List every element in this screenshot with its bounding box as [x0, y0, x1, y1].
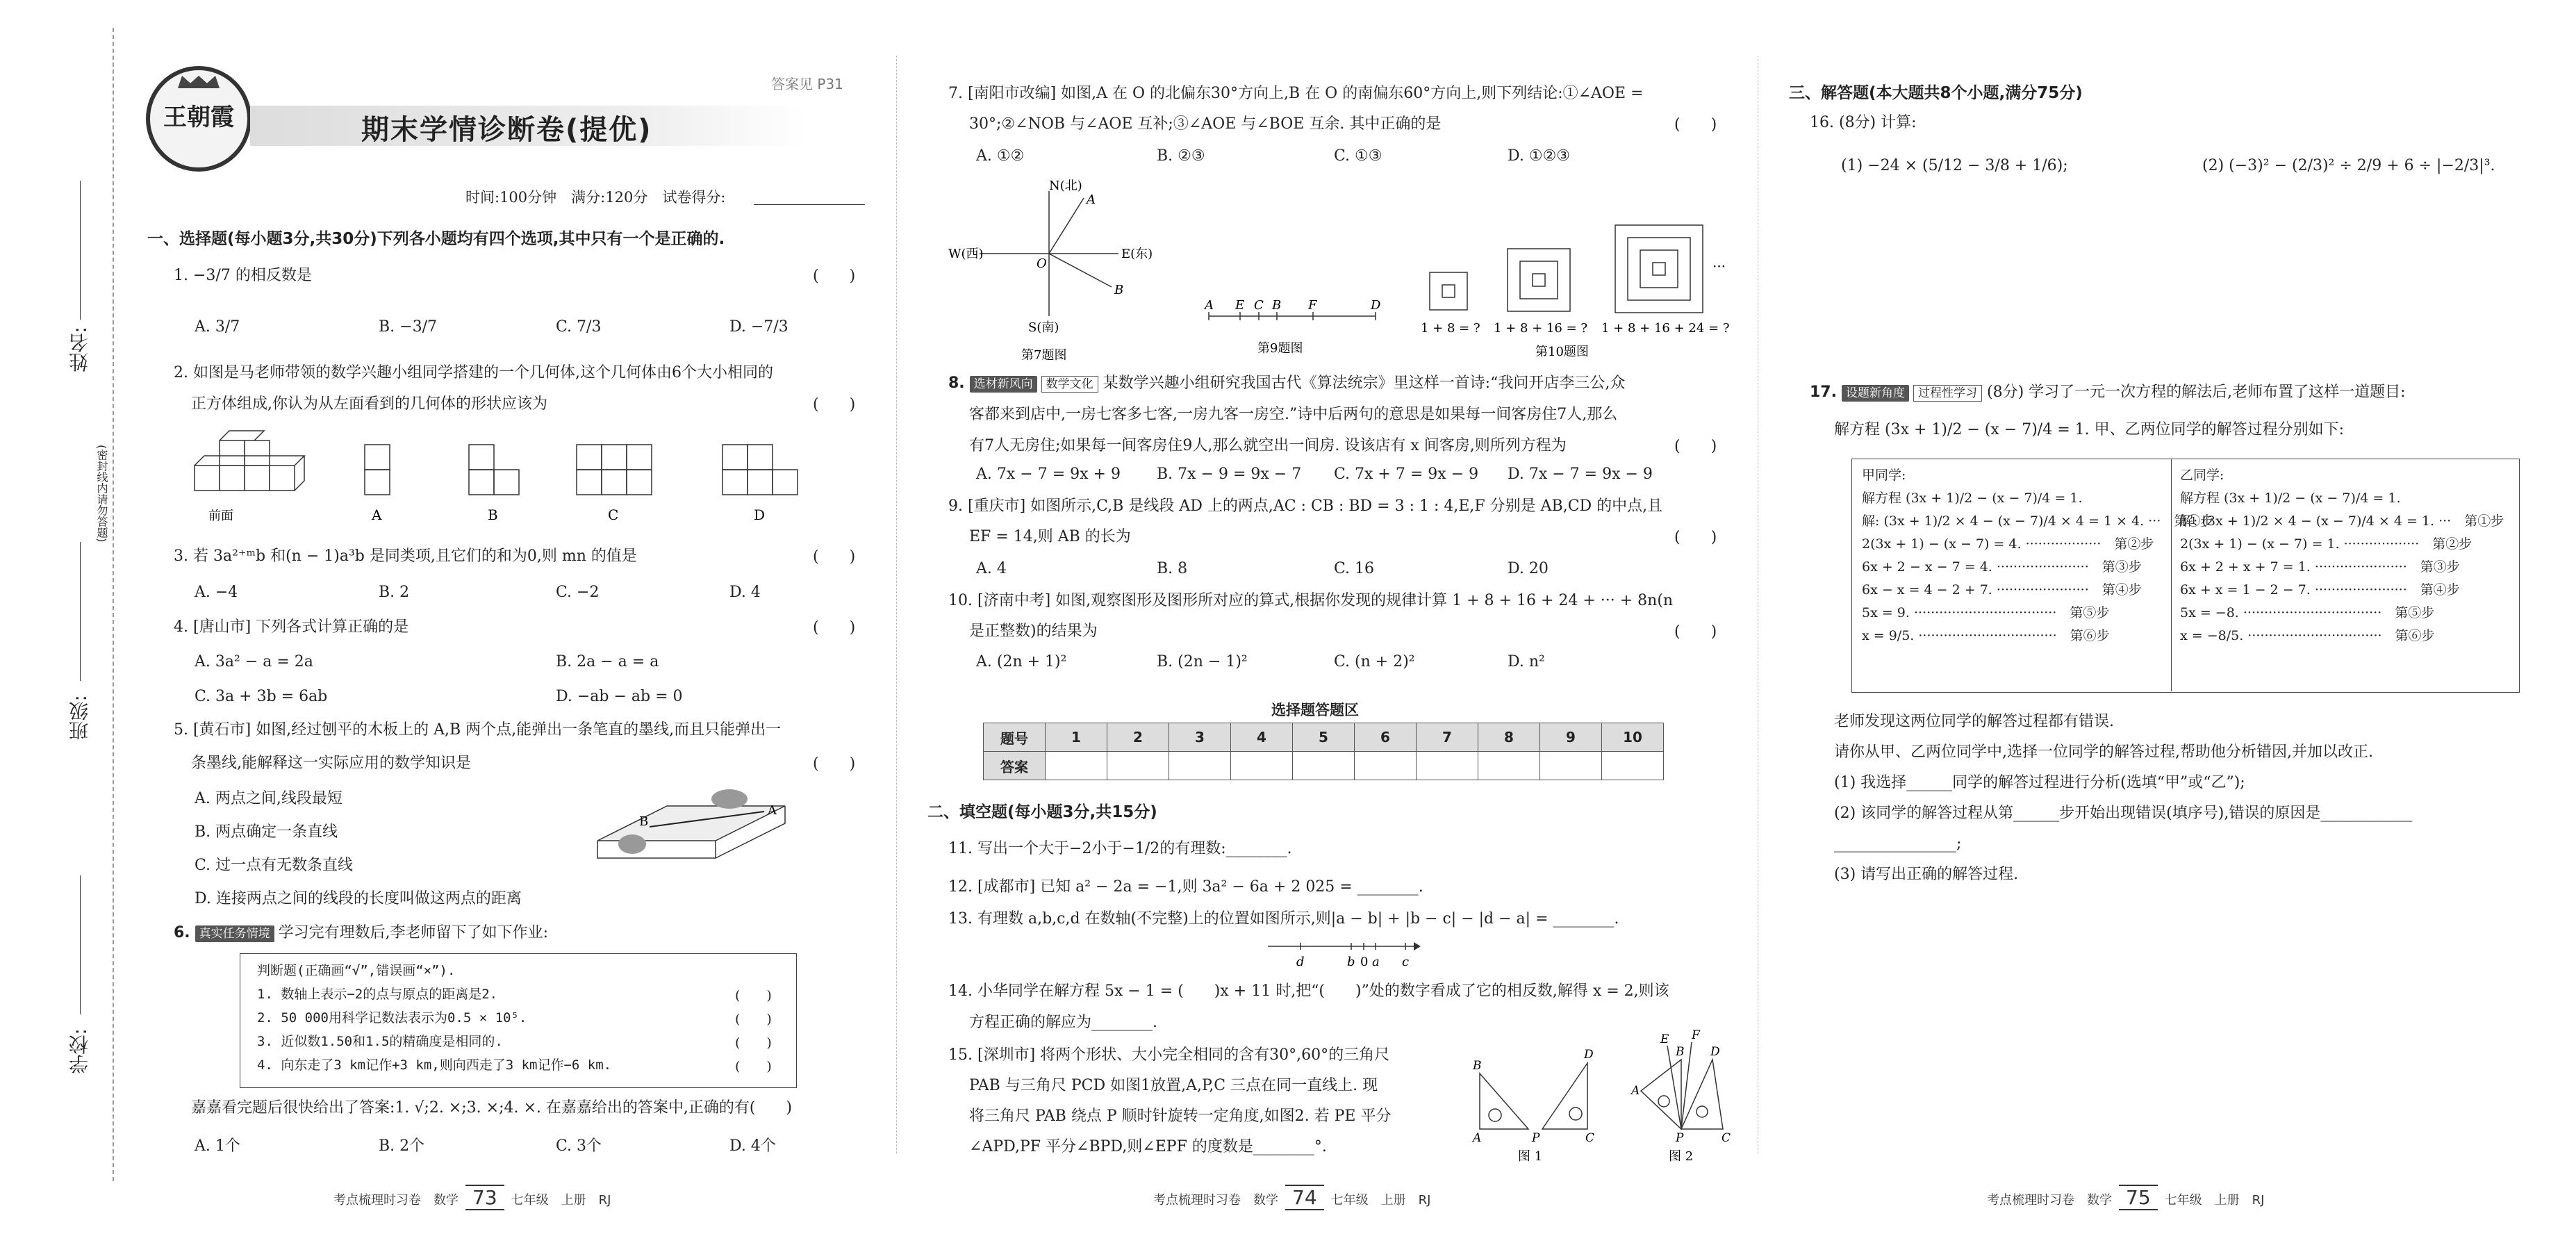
section-3-heading: 三、解答题(本大题共8个小题,满分75分)	[1789, 84, 2083, 102]
solutions-divider	[2171, 459, 2172, 691]
fig9-label: F	[1308, 298, 1317, 313]
fig10-caption: 第10题图	[1535, 345, 1589, 359]
footer-right: 七年级 上册 RJ	[1330, 1193, 1431, 1208]
q8-option-d: D. 7x − 7 = 9x − 9	[1508, 466, 1653, 483]
option-a-figure	[365, 445, 390, 495]
answer-grid-question-number: 1	[1046, 723, 1107, 752]
svg-text:A: A	[768, 803, 777, 818]
q6-box-line-1: 1. 数轴上表示−2的点与原点的距离是2.	[257, 987, 498, 1002]
page-1-footer	[333, 1185, 611, 1210]
yi-step-line: 解方程 (3x + 1)/2 − (x − 7)/4 = 1.	[2180, 491, 2401, 506]
fig7-west: W(西)	[948, 247, 984, 261]
jia-step-line: 解方程 (3x + 1)/2 − (x − 7)/4 = 1.	[1862, 491, 2083, 506]
fig15-label: A	[1631, 1084, 1640, 1098]
question-1: 1. −3/7 的相反数是	[174, 267, 312, 284]
answer-grid-answer-cell[interactable]	[1355, 752, 1417, 780]
q6-option-a: A. 1个	[195, 1137, 240, 1155]
fig7-b: B	[1114, 283, 1124, 297]
answer-grid-answer-cell[interactable]	[1478, 752, 1540, 780]
fig10-eq-1: 1 + 8 = ?	[1421, 321, 1480, 336]
q17-tag-2: 过程性学习	[1913, 385, 1982, 402]
answer-paren: ( )	[813, 619, 856, 636]
fig15-label: A	[1473, 1131, 1482, 1145]
q6-option-d: D. 4个	[729, 1137, 776, 1155]
q2-label-d: D	[754, 507, 766, 523]
question-15-cont2: 将三角尺 PAB 绕点 P 顺时针旋转一定角度,如图2. 若 PE 平分	[969, 1108, 1392, 1125]
figure-7-compass	[945, 177, 1174, 365]
q10-option-d: D. n²	[1508, 653, 1545, 670]
q5-option-c: C. 过一点有无数条直线	[195, 857, 354, 874]
fig9-label: C	[1254, 298, 1264, 313]
question-17-part-3: (3) 请写出正确的解答过程.	[1834, 866, 2019, 883]
fig15-label: D	[1710, 1045, 1720, 1059]
question-6: 6. 真实任务情境 学习完有理数后,李老师留下了如下作业:	[174, 924, 549, 941]
answer-grid-question-number: 3	[1169, 723, 1231, 752]
question-6-cont: 嘉嘉看完题后很快给出了答案:1. √;2. ×;3. ×;4. ×. 在嘉嘉给出的答案中,正确的有( )	[191, 1099, 793, 1117]
q1-option-b: B. −3/7	[379, 318, 437, 336]
jia-step-line: 5x = 9. ·································· 第⑤步	[1862, 605, 2110, 620]
answer-grid-question-number: 8	[1478, 723, 1540, 752]
question-9: 9. [重庆市] 如图所示,C,B 是线段 AD 上的两点,AC : CB : BD = 3 : 1 : 4,E,F 分别是 AB,CD 的中点,且	[948, 497, 1663, 515]
q6-option-b: B. 2个	[379, 1137, 425, 1155]
page-number: 75	[2119, 1185, 2158, 1210]
jia-steps	[1862, 487, 2214, 648]
answer-grid-answer-cell[interactable]	[1417, 752, 1478, 780]
axis-label-c: c	[1402, 955, 1410, 969]
jia-step-line: 6x + 2 − x − 7 = 4. ······················ 第③步	[1862, 559, 2142, 575]
q1-option-c: C. 7/3	[556, 318, 602, 336]
time-info: 时间:100分钟 满分:120分 试卷得分:	[465, 189, 726, 206]
yi-step-line: 5x = −8. ································· 第⑤步	[2180, 605, 2435, 620]
page-2-footer	[1153, 1185, 1430, 1210]
axis-label-b: b	[1347, 955, 1355, 969]
fig15-label: P	[1676, 1131, 1684, 1145]
question-12: 12. [成都市] 已知 a² − 2a = −1,则 3a² − 6a + 2 025 = ________.	[948, 878, 1423, 896]
q2-label-b: B	[488, 507, 498, 523]
question-5: 5. [黄石市] 如图,经过刨平的木板上的 A,B 两个点,能弹出一条笔直的墨线,而且只能弹出一	[174, 721, 782, 739]
fig15-label: B	[1676, 1045, 1685, 1059]
answer-grid-question-number: 6	[1355, 723, 1417, 752]
q8-option-c: C. 7x + 7 = 9x − 9	[1334, 466, 1479, 483]
question-17-part-2: (2) 该同学的解答过程从第______步开始出现错误(填序号),错误的原因是____________	[1834, 805, 2413, 822]
answer-grid-question-number: 5	[1293, 723, 1355, 752]
jia-step-line: 解: (3x + 1)/2 × 4 − (x − 7)/4 × 4 = 1 × 4. ··· 第①步	[1862, 513, 2214, 529]
fig15-label: C	[1722, 1131, 1731, 1145]
answer-paren: ( )	[1674, 116, 1717, 133]
question-7: 7. [南阳市改编] 如图,A 在 O 的北偏东30°方向上,B 在 O 的南偏东60°方向上,则下列结论:①∠AOE =	[948, 85, 1644, 102]
q6-box-line-0: 判断题(正确画“√”,错误画“×”).	[257, 963, 456, 978]
page-number: 73	[465, 1185, 504, 1210]
q17-number: 17.	[1810, 384, 1837, 401]
fig7-south: S(南)	[1028, 320, 1059, 335]
fig9-label: D	[1371, 298, 1381, 313]
question-16-part-1: (1) −24 × (5/12 − 3/8 + 1/6);	[1841, 157, 2068, 174]
q4-option-d: D. −ab − ab = 0	[556, 688, 683, 705]
yi-steps	[2180, 487, 2513, 648]
page-title: 期末学情诊断卷(提优)	[361, 114, 652, 146]
fig10-ellipsis: ···	[1712, 258, 1726, 274]
q5-option-d: D. 连接两点之间的线段的长度叫做这两点的距离	[195, 890, 522, 907]
question-5-cont: 条墨线,能解释这一实际应用的数学知识是	[191, 755, 471, 772]
yi-step-line: 6x + 2 + x + 7 = 1. ······················ 第③步	[2180, 559, 2460, 575]
q6-box-line-3: 3. 近似数1.50和1.5的精确度是相同的.	[257, 1034, 503, 1049]
cube-solid-figure	[195, 431, 304, 491]
yi-step-line: 6x + x = 1 − 2 − 7. ······················ 第④步	[2180, 582, 2460, 598]
fig7-east: E(东)	[1121, 247, 1153, 261]
section-2-heading: 二、填空题(每小题3分,共15分)	[927, 803, 1157, 821]
q1-option-d: D. −7/3	[729, 318, 789, 336]
question-16-part-2: (2) (−3)² − (2/3)² ÷ 2/9 + 6 ÷ |−2/3|³.	[2202, 157, 2495, 174]
answer-paren: ( )	[1674, 438, 1717, 455]
jia-heading: 甲同学:	[1862, 468, 1906, 483]
answer-grid-question-number: 7	[1417, 723, 1478, 752]
q4-option-a: A. 3a² − a = 2a	[195, 653, 313, 670]
answer-grid-question-number: 4	[1231, 723, 1293, 752]
answer-grid-header-row	[984, 723, 1664, 752]
fig7-north: N(北)	[1049, 179, 1082, 193]
svg-text:B: B	[639, 814, 649, 829]
question-17	[1810, 381, 2406, 404]
answer-grid-answer-cell[interactable]	[1540, 752, 1602, 780]
q3-option-b: B. 2	[379, 584, 410, 601]
page-3-footer	[1987, 1185, 2264, 1210]
question-14: 14. 小华同学在解方程 5x − 1 = ( )x + 11 时,把“( )”处的数字看成了它的相反数,解得 x = 2,则该	[948, 982, 1669, 1000]
answer-area-title: 选择题答题区	[1271, 702, 1359, 718]
q5-board-figure	[584, 778, 792, 875]
answer-paren: ( )	[1674, 529, 1717, 546]
q9-option-b: B. 8	[1157, 560, 1188, 577]
q9-option-a: A. 4	[976, 560, 1007, 577]
q5-option-a: A. 两点之间,线段最短	[195, 790, 342, 807]
question-14-cont: 方程正确的解应为________.	[969, 1014, 1157, 1031]
question-17-part-1: (1) 我选择______同学的解答过程进行分析(选填“甲”或“乙”);	[1834, 774, 2245, 791]
score-line	[754, 204, 865, 205]
q6-text: 学习完有理数后,李老师留下了如下作业:	[278, 924, 549, 941]
name-line	[80, 181, 81, 320]
fig15-label: B	[1473, 1059, 1482, 1073]
question-17-part-2-cont: ________________;	[1834, 835, 1962, 853]
fig15-caption-2: 图 2	[1669, 1149, 1694, 1164]
logo-crown-icon	[178, 76, 220, 88]
q5-option-b: B. 两点确定一条直线	[195, 823, 338, 841]
answer-paren: ( )	[813, 267, 856, 285]
q3-option-c: C. −2	[556, 584, 600, 601]
q9-option-c: C. 16	[1334, 560, 1375, 577]
axis-label-d: d	[1296, 955, 1305, 969]
answer-grid-answer-cell[interactable]	[1169, 752, 1231, 780]
q7-option-b: B. ②③	[1157, 147, 1205, 165]
footer-right: 七年级 上册 RJ	[2164, 1193, 2265, 1208]
question-3: 3. 若 3a²⁺ᵐb 和(n − 1)a³b 是同类项,且它们的和为0,则 mn 的值是	[174, 548, 637, 565]
fig9-caption: 第9题图	[1257, 341, 1303, 356]
answer-grid-question-number: 9	[1540, 723, 1602, 752]
answer-paren: ( )	[813, 755, 856, 773]
q3-option-d: D. 4	[729, 584, 761, 601]
question-17-note: 老师发现这两位同学的解答过程都有错误.	[1834, 713, 2114, 730]
q10-option-b: B. (2n − 1)²	[1157, 653, 1248, 670]
q17-text: (8分) 学习了一元一次方程的解法后,老师布置了这样一道题目:	[1986, 384, 2406, 401]
answer-paren: ( )	[1674, 623, 1717, 641]
fig15-caption-1: 图 1	[1518, 1149, 1543, 1164]
question-2: 2. 如图是马老师带领的数学兴趣小组同学搭建的一个几何体,这个几何体由6个大小相同的	[174, 364, 773, 381]
answer-grid-row-label: 答案	[984, 752, 1046, 780]
question-4: 4. [唐山市] 下列各式计算正确的是	[174, 618, 409, 636]
q6-tag: 真实任务情境	[195, 925, 274, 942]
q9-option-d: D. 20	[1508, 560, 1549, 577]
q8-option-b: B. 7x − 9 = 9x − 7	[1157, 466, 1302, 483]
footer-left: 考点梳理时习卷 数学	[1987, 1193, 2112, 1208]
answer-grid-answer-cell[interactable]	[1293, 752, 1355, 780]
question-16: 16. (8分) 计算:	[1810, 114, 1917, 131]
q3-option-a: A. −4	[195, 584, 238, 601]
question-11: 11. 写出一个大于−2小于−1/2的有理数:________.	[948, 840, 1292, 857]
q2-label-c: C	[608, 507, 619, 523]
section-1-heading: 一、选择题(每小题3分,共30分)下列各小题均有四个选项,其中只有一个是正确的.	[147, 230, 725, 248]
q2-label-front: 前面	[208, 509, 233, 523]
answer-grid-answer-cell[interactable]	[1107, 752, 1169, 780]
side-label-class: 班级:	[68, 695, 91, 741]
fig15-label: P	[1532, 1131, 1540, 1145]
question-15: 15. [深圳市] 将两个形状、大小完全相同的含有30°,60°的三角尺	[948, 1046, 1390, 1064]
question-8-cont2: 有7人无房住;如果每一间客房住9人,那么就空出一间房. 设该店有 x 间客房,则所列方程为	[969, 437, 1567, 454]
q10-option-c: C. (n + 2)²	[1334, 653, 1415, 670]
yi-step-line: 解: (3x + 1)/2 × 4 − (x − 7)/4 × 4 = 1. ··· 第①步	[2180, 513, 2504, 529]
option-b-figure	[469, 445, 519, 495]
answer-grid-question-number: 2	[1107, 723, 1169, 752]
page-number: 74	[1285, 1185, 1324, 1210]
q6-option-c: C. 3个	[556, 1137, 602, 1155]
class-line	[80, 542, 81, 681]
question-15-cont3: ∠APD,PF 平分∠BPD,则∠EPF 的度数是________°.	[969, 1138, 1327, 1155]
question-15-cont: PAB 与三角尺 PCD 如图1放置,A,P,C 三点在同一直线上. 现	[969, 1077, 1378, 1094]
q7-option-a: A. ①②	[976, 147, 1025, 165]
question-10-cont: 是正整数)的结果为	[969, 623, 1098, 640]
brand-logo	[146, 66, 251, 172]
q6-box-line-2: 2. 50 000用科学记数法表示为0.5 × 10⁵.	[257, 1010, 527, 1026]
side-note: (密封线内请勿答题)	[95, 445, 108, 543]
answer-grid-answer-cell[interactable]	[1602, 752, 1664, 780]
q8-tag-1: 选材新风向	[970, 376, 1037, 393]
logo-text: 王朝霞	[163, 104, 234, 131]
question-8: 8. 选材新风向 数学文化 某数学兴趣小组研究我国古代《算法统宗》里这样一首诗:“我问开店李三公,众	[948, 374, 1626, 392]
yi-solution	[2180, 464, 2513, 648]
question-10: 10. [济南中考] 如图,观察图形及图形所对应的算式,根据你发现的规律计算 1 + 8 + 16 + 24 + ··· + 8n(n	[948, 592, 1674, 609]
answer-grid-row-label: 题号	[984, 723, 1046, 752]
question-8-cont: 客都来到店中,一房七客多七客,一房九客一房空.”诗中后两句的意思是如果每一间客房住7人,那么	[969, 406, 1618, 423]
fig9-label: B	[1272, 298, 1282, 313]
axis-label-0: 0	[1360, 955, 1369, 969]
fig15-label: C	[1585, 1131, 1595, 1145]
option-d-figure	[723, 445, 798, 495]
jia-step-line: x = 9/5. ································· 第⑥步	[1862, 628, 2110, 643]
fig15-label: F	[1692, 1028, 1700, 1042]
question-7-cont: 30°;②∠NOB 与∠AOE 互补;③∠AOE 与∠BOE 互余. 其中正确的是	[969, 115, 1442, 133]
fig7-caption: 第7题图	[1021, 348, 1067, 363]
answer-grid-answer-cell[interactable]	[1046, 752, 1107, 780]
answer-ref: 答案见 P31	[771, 76, 843, 92]
q4-option-c: C. 3a + 3b = 6ab	[195, 688, 328, 705]
yi-heading: 乙同学:	[2180, 468, 2224, 483]
q7-option-d: D. ①②③	[1508, 147, 1571, 165]
q10-option-a: A. (2n + 1)²	[976, 653, 1067, 670]
fig15-label: D	[1584, 1048, 1594, 1062]
question-13: 13. 有理数 a,b,c,d 在数轴(不完整)上的位置如图所示,则|a − b| + |b − c| − |d − a| = ________.	[948, 910, 1619, 928]
q15-triangle-figures	[1452, 1025, 1744, 1164]
q8-option-a: A. 7x − 7 = 9x + 9	[976, 466, 1121, 483]
jia-step-line: 6x − x = 4 − 2 + 7. ······················ 第④步	[1862, 582, 2142, 598]
question-9-cont: EF = 14,则 AB 的长为	[969, 528, 1131, 545]
fig10-eq-3: 1 + 8 + 16 + 24 = ?	[1601, 321, 1730, 336]
fig9-label: E	[1235, 298, 1245, 313]
figure-10-squares	[1417, 208, 1744, 368]
fig10-eq-2: 1 + 8 + 16 = ?	[1494, 321, 1588, 336]
q4-option-b: B. 2a − a = a	[556, 653, 659, 670]
q8-text: 某数学兴趣小组研究我国古代《算法统宗》里这样一首诗:“我问开店李三公,众	[1103, 374, 1626, 392]
q2-figures	[188, 424, 813, 528]
answer-grid-answer-row	[984, 752, 1664, 780]
side-label-school: 学校:	[68, 1028, 91, 1074]
answer-grid-question-number: 10	[1602, 723, 1664, 752]
answer-grid-answer-cell[interactable]	[1231, 752, 1293, 780]
jia-step-line: 2(3x + 1) − (x − 7) = 4. ·················· 第②步	[1862, 536, 2154, 552]
fig9-label: A	[1205, 298, 1214, 313]
q1-option-a: A. 3/7	[195, 318, 240, 336]
answer-paren: ( )	[813, 396, 856, 413]
q6-box-line-4: 4. 向东走了3 km记作+3 km,则向西走了3 km记作−6 km.	[257, 1057, 612, 1073]
yi-step-line: 2(3x + 1) − (x − 7) = 1. ·················· 第②步	[2180, 536, 2472, 552]
question-2-cont: 正方体组成,你认为从左面看到的几何体的形状应该为	[191, 395, 547, 413]
footer-left: 考点梳理时习卷 数学	[1153, 1193, 1278, 1208]
page-divider	[896, 56, 897, 1153]
axis-label-a: a	[1372, 955, 1380, 969]
side-label-name: 姓名:	[68, 327, 91, 372]
question-17-cont: 解方程 (3x + 1)/2 − (x − 7)/4 = 1. 甲、乙两位同学的解答过程分别如下:	[1834, 421, 2345, 438]
binding-line	[113, 28, 114, 1181]
footer-right: 七年级 上册 RJ	[511, 1193, 611, 1208]
q17-tag-1: 设题新角度	[1842, 385, 1909, 402]
figure-9-segment	[1202, 288, 1389, 365]
yi-step-line: x = −8/5. ································ 第⑥步	[2180, 628, 2435, 643]
option-c-figure	[577, 445, 652, 495]
answer-paren: ( )	[813, 548, 856, 566]
q7-option-c: C. ①③	[1334, 147, 1382, 165]
footer-left: 考点梳理时习卷 数学	[333, 1193, 459, 1208]
q13-number-line	[1264, 938, 1424, 973]
q6-box-parens: ( ) ( ) ( ) ( )	[735, 988, 772, 1074]
fig15-label: E	[1660, 1032, 1669, 1046]
q8-tag-2: 数学文化	[1041, 376, 1098, 393]
answer-grid	[983, 723, 1664, 780]
q2-label-a: A	[372, 507, 382, 523]
question-17-instruction: 请你从甲、乙两位同学中,选择一位同学的解答过程,帮助他分析错因,并加以改正.	[1834, 743, 2373, 761]
fig7-a: A	[1087, 192, 1096, 207]
fig7-o: O	[1037, 256, 1047, 271]
school-line	[80, 875, 81, 1014]
